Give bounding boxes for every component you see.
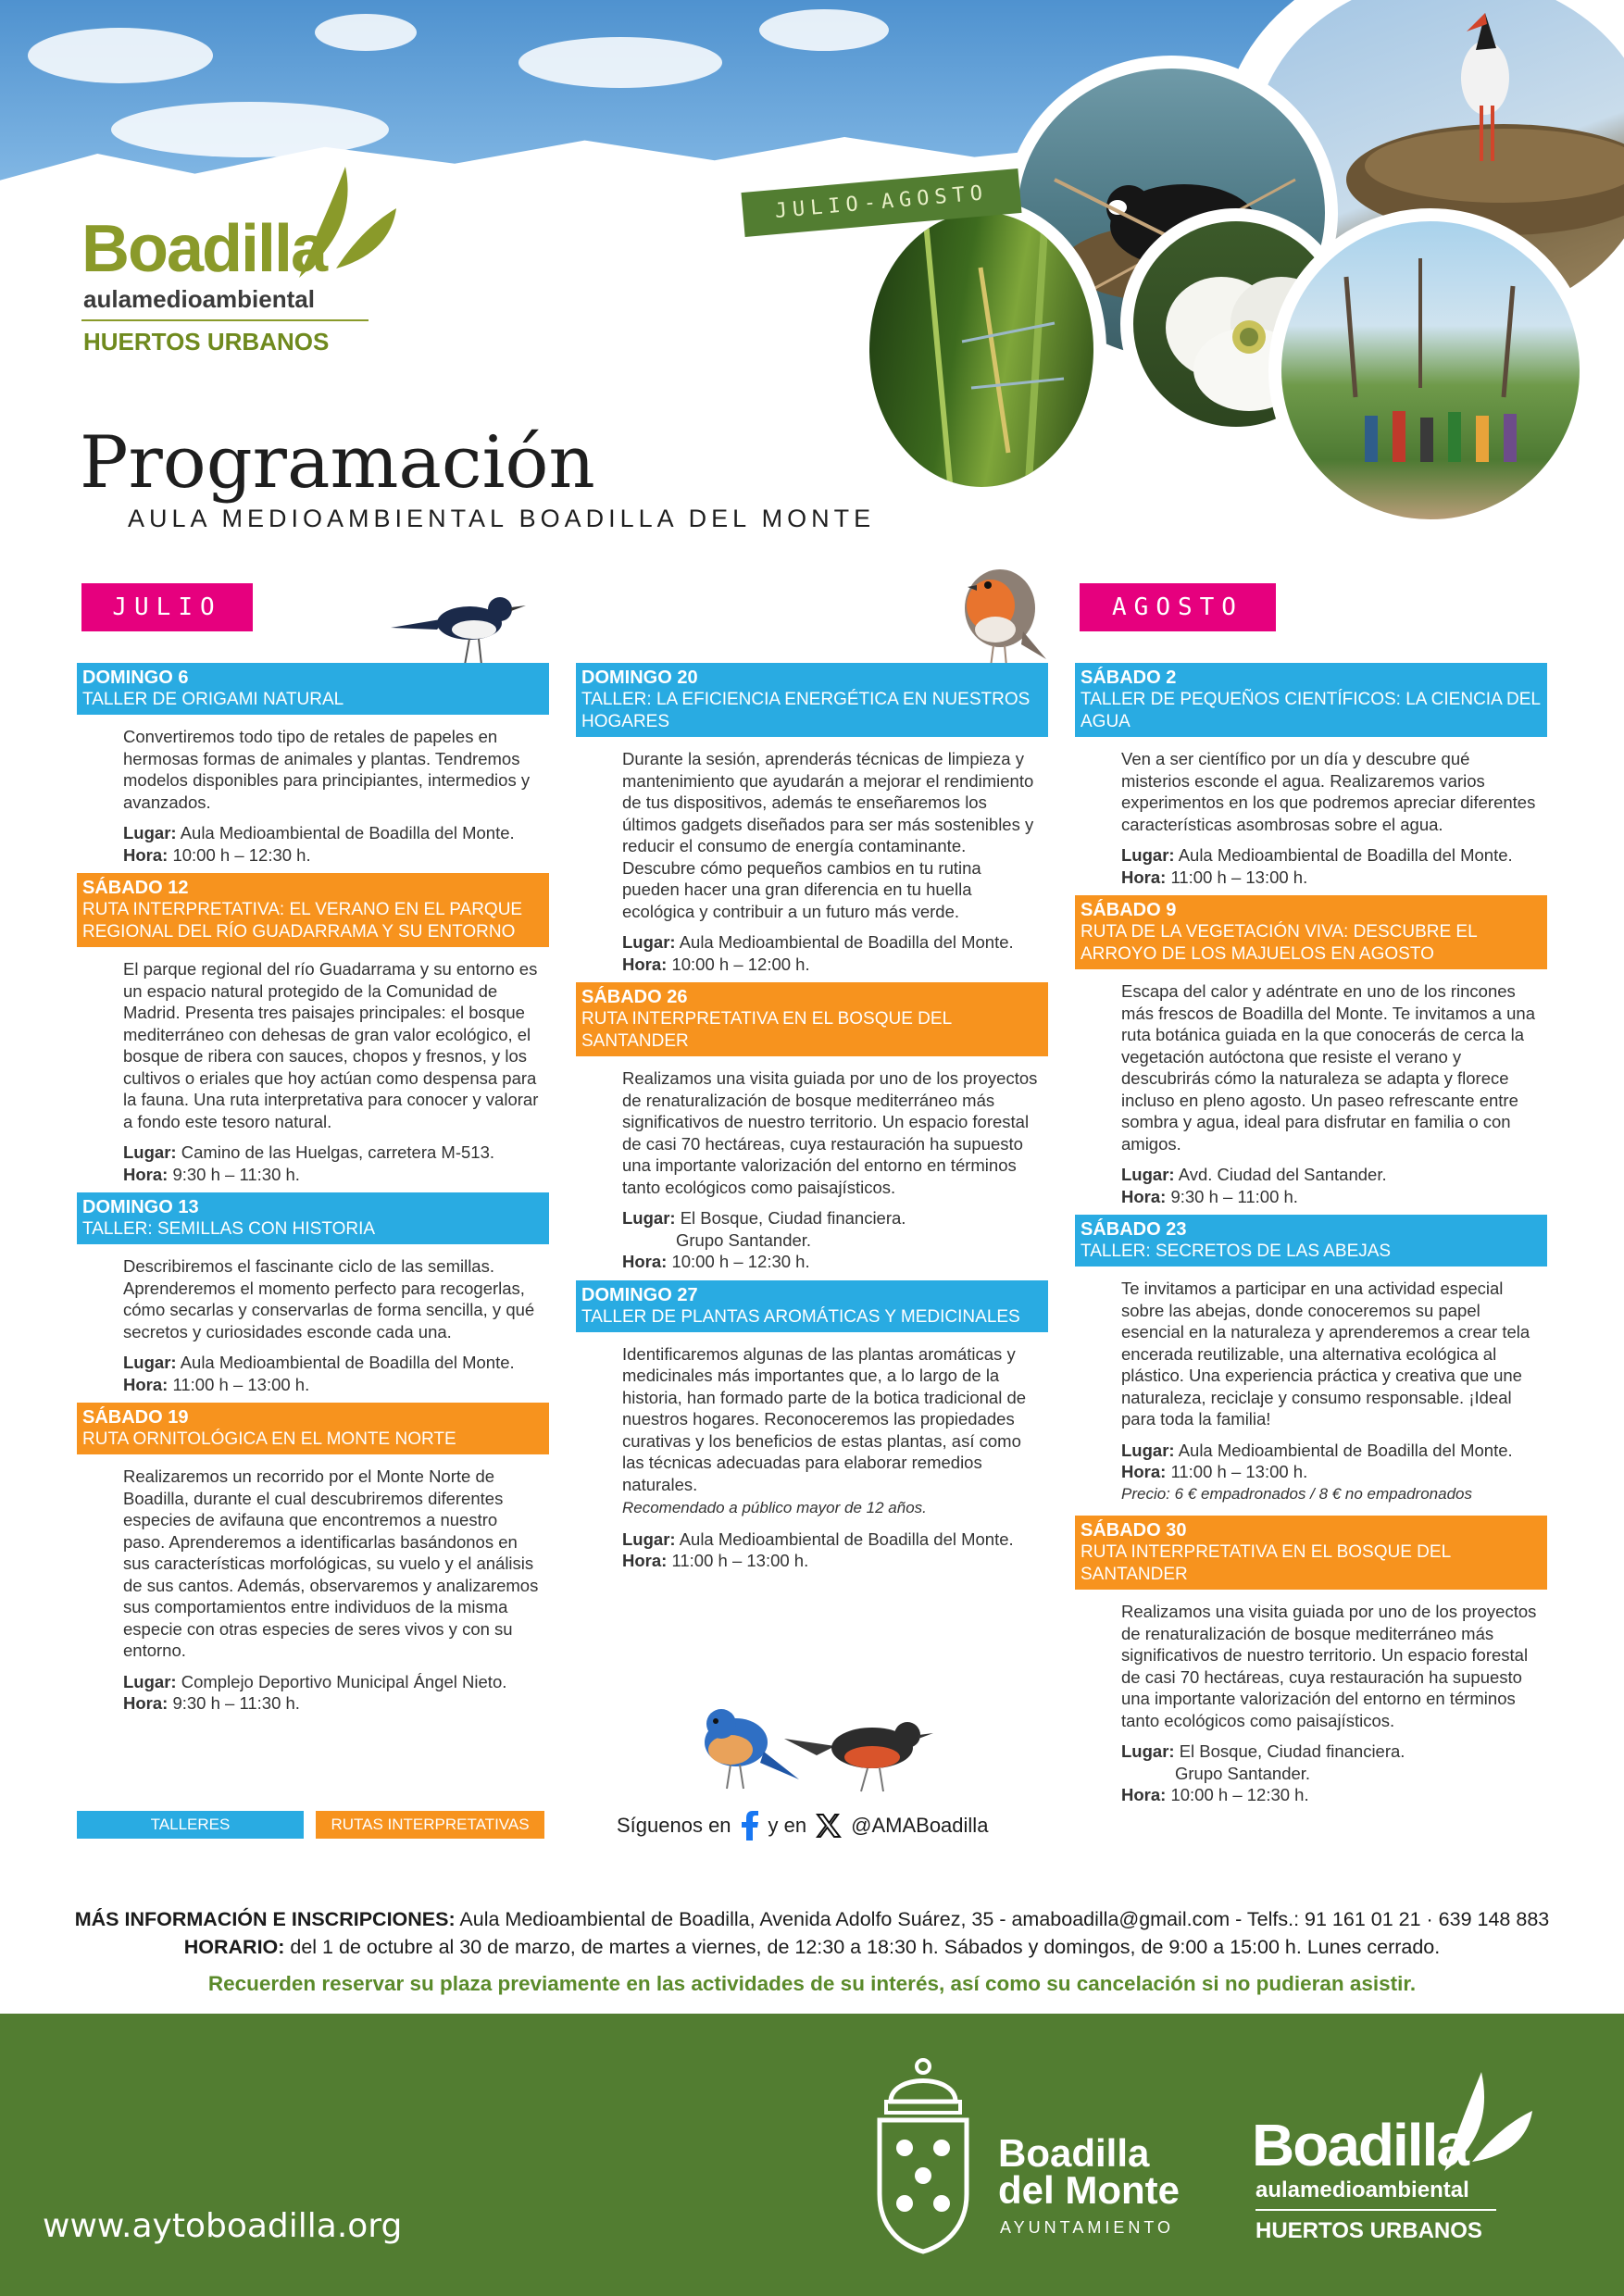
brand-name: Boadilla — [81, 212, 327, 286]
brand-tag: HUERTOS URBANOS — [83, 328, 330, 356]
hora-label: Hora: — [1121, 1462, 1167, 1481]
lugar-label: Lugar: — [1121, 845, 1175, 865]
event-date: SÁBADO 26 — [581, 987, 688, 1007]
cloud — [315, 14, 417, 51]
divider — [1255, 2209, 1496, 2211]
info-block — [0, 1905, 1624, 1961]
event-header — [77, 1192, 549, 1244]
event-date: SÁBADO 12 — [82, 878, 189, 898]
event-body — [1075, 969, 1547, 1207]
event-location: Avd. Ciudad del Santander. — [1178, 1165, 1387, 1184]
lugar-label: Lugar: — [1121, 1440, 1175, 1460]
event-header — [1075, 1215, 1547, 1267]
event-title: TALLER: LA EFICIENCIA ENERGÉTICA EN NUESTROS HOGARES — [581, 690, 1031, 731]
legend-talleres: TALLERES — [77, 1811, 304, 1839]
lugar-label: Lugar: — [123, 1353, 177, 1372]
lugar-label: Lugar: — [123, 823, 177, 842]
event-location-2: Grupo Santander. — [676, 1229, 812, 1250]
lugar-label: Lugar: — [123, 1142, 177, 1162]
event-date: DOMINGO 27 — [581, 1284, 698, 1305]
x-twitter-icon[interactable] — [816, 1813, 842, 1839]
event-header — [77, 873, 549, 947]
event-location: Aula Medioambiental de Boadilla del Monte. — [679, 932, 1014, 952]
event-title: TALLER DE PLANTAS AROMÁTICAS Y MEDICINALES — [581, 1306, 1020, 1327]
hora-label: Hora: — [123, 844, 169, 865]
event-body — [77, 715, 549, 866]
event-title: RUTA INTERPRETATIVA EN EL BOSQUE DEL SANTANDER — [581, 1009, 952, 1051]
event-body — [576, 1056, 1048, 1273]
dragonfly-photo — [856, 199, 1106, 500]
brand-logo — [81, 157, 433, 370]
hora-label: Hora: — [1121, 1186, 1167, 1206]
hora-label: Hora: — [1121, 1785, 1167, 1804]
info-text: Aula Medioambiental de Boadilla, Avenida Adolfo Suárez, 35 - amaboadilla@gmail.com - Telfs.: 91 161 01 21 · 639 148 883 — [455, 1908, 1550, 1930]
event-header — [576, 1280, 1048, 1332]
hora-label: Hora: — [622, 1551, 668, 1570]
event-body — [576, 737, 1048, 975]
event-title: RUTA INTERPRETATIVA: EL VERANO EN EL PARQUE REGIONAL DEL RÍO GUADARRAMA Y SU ENTORNO — [82, 900, 523, 942]
website-link[interactable]: www.aytoboadilla.org — [43, 2207, 403, 2245]
lugar-label: Lugar: — [622, 932, 676, 952]
social-follow — [617, 1809, 988, 1842]
event-card — [1075, 1516, 1547, 1806]
event-description: Realizaremos un recorrido por el Monte Norte de Boadilla, durante el cual descubriremos diferentes especies de avifauna que encontremos a nuestro paso. Aprenderemos a identificarlas basándonos en sus características morfológicas, su vuelo y el análisis de sus cantos. Además, observaremos y analizaremos sus comportamientos entre individuos de la misma especie con otras especies de seres vivos y con su entorno. — [123, 1466, 539, 1660]
cloud — [759, 9, 889, 51]
event-date: SÁBADO 9 — [1081, 900, 1177, 920]
brand-sub: aulamedioambiental — [83, 285, 315, 313]
cloud — [28, 28, 213, 83]
event-description: Realizamos una visita guiada por uno de los proyectos de renaturalización de bosque mediterráneo más significativos de nuestro territorio. Un espacio forestal de casi 70 hectáreas, cuya restauración ha supuesto una importante valorización del entorno en términos tanto ecológicos como paisajísticos. — [622, 1068, 1038, 1197]
event-title: TALLER DE ORIGAMI NATURAL — [82, 690, 344, 709]
event-description: Durante la sesión, aprenderás técnicas de limpieza y mantenimiento que ayudarán a mejorar el rendimiento de tus dispositivos, además te enseñaremos los últimos gadgets diseñados para ser más sostenibles y reducir el consumo de energía contaminante. Descubre cómo pequeños cambios en tu rutina pueden hacer una gran diferencia en tu huella ecológica y contribuir a un futuro más verde. — [622, 749, 1034, 921]
social-middle: y en — [768, 1814, 807, 1837]
legend-rutas: RUTAS INTERPRETATIVAS — [316, 1811, 544, 1839]
event-location: Camino de las Huelgas, carretera M-513. — [181, 1142, 494, 1162]
event-title: TALLER DE PEQUEÑOS CIENTÍFICOS: LA CIENCIA DEL AGUA — [1081, 690, 1541, 731]
lugar-label: Lugar: — [622, 1208, 676, 1228]
event-time: 10:00 h – 12:30 h. — [172, 844, 311, 865]
event-body — [576, 1332, 1048, 1572]
month-tag-julio: JULIO — [81, 583, 253, 631]
social-handle[interactable]: @AMABoadilla — [851, 1814, 989, 1837]
event-time: 11:00 h – 13:00 h. — [1170, 867, 1308, 887]
event-location: El Bosque, Ciudad financiera. — [1179, 1741, 1405, 1761]
footer-brand-tag: HUERTOS URBANOS — [1255, 2218, 1482, 2243]
info-line-2 — [0, 1933, 1624, 1961]
event-time: 10:00 h – 12:30 h. — [1170, 1785, 1309, 1804]
event-time: 11:00 h – 13:00 h. — [1170, 1462, 1308, 1481]
event-header — [77, 663, 549, 715]
robin-icon — [949, 548, 1051, 668]
event-card — [77, 663, 549, 866]
event-body — [1075, 1590, 1547, 1806]
event-location-2: Grupo Santander. — [1175, 1763, 1311, 1783]
social-prefix: Síguenos en — [617, 1814, 731, 1837]
event-card — [77, 873, 549, 1185]
event-card — [1075, 663, 1547, 888]
event-description: Realizamos una visita guiada por uno de los proyectos de renaturalización de bosque mediterráneo más significativos de nuestro territorio. Un espacio forestal de casi 70 hectáreas, cuya restauración ha supuesto una importante valorización del entorno en términos tanto ecológicos como paisajísticos. — [1121, 1602, 1537, 1730]
event-body — [77, 947, 549, 1185]
event-time: 11:00 h – 13:00 h. — [172, 1374, 310, 1394]
facebook-icon[interactable] — [741, 1811, 759, 1841]
hora-label: Hora: — [1121, 867, 1167, 887]
event-time: 10:00 h – 12:30 h. — [671, 1252, 810, 1271]
event-date: DOMINGO 20 — [581, 668, 698, 688]
season-tag: JULIO-AGOSTO — [741, 168, 1021, 237]
info-line-1 — [0, 1905, 1624, 1933]
ayto-sub: AYUNTAMIENTO — [1000, 2218, 1175, 2237]
event-date: SÁBADO 19 — [82, 1407, 189, 1428]
event-card — [1075, 895, 1547, 1207]
divider — [81, 319, 369, 321]
lugar-label: Lugar: — [123, 1671, 177, 1691]
ayto-name — [998, 2131, 1180, 2212]
event-body — [77, 1244, 549, 1395]
event-description: Escapa del calor y adéntrate en uno de los rincones más frescos de Boadilla del Monte. Te invitamos a una ruta botánica guiada en la que conocerás de cerca la vegetación autóctona que resiste el verano y descubrirás cómo la naturaleza se adapta y florece incluso en pleno agosto. Un paseo refrescante entre sombra y agua, ideal para disfrutar en familia o con amigos. — [1121, 981, 1535, 1154]
magpie-robin-icon — [381, 572, 530, 674]
event-date: DOMINGO 13 — [82, 1197, 199, 1217]
event-title: RUTA DE LA VEGETACIÓN VIVA: DESCUBRE EL ARROYO DE LOS MAJUELOS EN AGOSTO — [1081, 922, 1477, 964]
event-description: Convertiremos todo tipo de retales de papeles en hermosas formas de animales y plantas. Tendremos modelos disponibles para principiantes, intermedios y avanzados. — [123, 727, 531, 812]
event-header — [576, 663, 1048, 737]
event-header — [576, 982, 1048, 1056]
event-date: SÁBADO 30 — [1081, 1520, 1187, 1541]
info-label: MÁS INFORMACIÓN E INSCRIPCIONES: — [74, 1908, 456, 1930]
column-julio-1 — [77, 663, 549, 1722]
hora-label: Hora: — [622, 1252, 668, 1271]
event-location: Aula Medioambiental de Boadilla del Monte. — [180, 823, 515, 842]
event-location: Aula Medioambiental de Boadilla del Monte. — [1178, 845, 1513, 865]
event-location: El Bosque, Ciudad financiera. — [680, 1208, 906, 1228]
event-note: Recomendado a público mayor de 12 años. — [622, 1499, 927, 1516]
event-header — [77, 1403, 549, 1454]
event-price: Precio: 6 € empadronados / 8 € no empadronados — [1121, 1484, 1472, 1503]
event-date: SÁBADO 23 — [1081, 1219, 1187, 1240]
cloud — [111, 102, 389, 157]
page-title: Programación — [80, 421, 595, 505]
lugar-label: Lugar: — [1121, 1165, 1175, 1184]
redstart-bird-icon — [780, 1702, 937, 1794]
hora-label: Hora: — [123, 1374, 169, 1394]
event-description: Describiremos el fascinante ciclo de las semillas. Aprenderemos el momento perfecto para recogerlas, cómo secarlas y conservarlas de forma sencilla, y qué secretos y curiosidades esconde cada una. — [123, 1256, 535, 1341]
event-time: 10:00 h – 12:00 h. — [671, 954, 810, 974]
event-body — [77, 1454, 549, 1715]
coat-of-arms-icon — [872, 2055, 974, 2254]
ayto-name-line1: Boadilla — [998, 2131, 1150, 2175]
event-card — [576, 663, 1048, 975]
event-location: Complejo Deportivo Municipal Ángel Nieto. — [181, 1671, 507, 1691]
event-title: RUTA ORNITOLÓGICA EN EL MONTE NORTE — [82, 1429, 456, 1449]
lugar-label: Lugar: — [622, 1529, 676, 1549]
reminder-text: Recuerden reservar su plaza previamente en las actividades de su interés, así como su cancelación si no pudieran asistir. — [207, 1972, 1417, 1995]
event-card — [77, 1403, 549, 1715]
event-title: RUTA INTERPRETATIVA EN EL BOSQUE DEL SANTANDER — [1081, 1542, 1451, 1584]
group-hike-photo — [1268, 208, 1593, 532]
column-julio-2 — [576, 663, 1048, 1579]
lugar-label: Lugar: — [1121, 1741, 1175, 1761]
event-time: 9:30 h – 11:00 h. — [1170, 1186, 1298, 1206]
event-location: Aula Medioambiental de Boadilla del Monte. — [1178, 1440, 1513, 1460]
event-description: El parque regional del río Guadarrama y su entorno es un espacio natural protegido de la Comunidad de Madrid. Presenta tres paisajes principales: el bosque mediterráneo con dehesas de gran valor ecológico, el bosque de ribera con sauces, chopos y fresnos, y los cultivos o eriales que hoy actúan como despensa para la fauna. Una ruta interpretativa para conocer y valorar a fondo este tesoro natural. — [123, 959, 539, 1131]
hora-label: Hora: — [123, 1164, 169, 1184]
event-date: SÁBADO 2 — [1081, 668, 1177, 688]
event-card — [77, 1192, 549, 1395]
event-body — [1075, 1267, 1547, 1504]
event-card — [576, 982, 1048, 1273]
event-card — [576, 1280, 1048, 1572]
month-tag-agosto: AGOSTO — [1080, 583, 1276, 631]
event-description: Identificaremos algunas de las plantas aromáticas y medicinales más importantes que, a lo largo de la historia, han formado parte de la botica tradicional de nuestros hogares. Reconoceremos las propiedades curativas y los beneficios de estas plantas, así como las técnicas adecuadas para elaborar remedios naturales. — [622, 1343, 1027, 1494]
event-title: TALLER: SEMILLAS CON HISTORIA — [82, 1219, 376, 1239]
schedule-text: del 1 de octubre al 30 de marzo, de martes a viernes, de 12:30 a 18:30 h. Sábados y domingos, de 9:00 a 15:00 h. Lunes cerrado. — [284, 1936, 1441, 1958]
event-header — [1075, 1516, 1547, 1590]
event-date: DOMINGO 6 — [82, 668, 189, 688]
ayto-name-line2: del Monte — [998, 2168, 1180, 2212]
event-header — [1075, 663, 1547, 737]
event-time: 11:00 h – 13:00 h. — [671, 1551, 809, 1570]
event-location: Aula Medioambiental de Boadilla del Monte. — [679, 1529, 1014, 1549]
hora-label: Hora: — [622, 954, 668, 974]
page-subtitle: AULA MEDIOAMBIENTAL BOADILLA DEL MONTE — [128, 505, 876, 532]
event-location: Aula Medioambiental de Boadilla del Monte. — [180, 1353, 515, 1372]
event-description: Ven a ser científico por un día y descubre qué misterios esconde el agua. Realizaremos varios experimentos en los que podremos apreciar diferentes características asombrosas sobre el agua. — [1121, 749, 1536, 834]
footer-brand-name: Boadilla — [1252, 2112, 1468, 2178]
event-header — [1075, 895, 1547, 969]
cloud — [518, 37, 722, 88]
hora-label: Hora: — [123, 1693, 169, 1713]
event-time: 9:30 h – 11:30 h. — [172, 1164, 300, 1184]
footer-brand-sub: aulamedioambiental — [1255, 2177, 1469, 2202]
event-title: TALLER: SECRETOS DE LAS ABEJAS — [1081, 1242, 1392, 1261]
event-card — [1075, 1215, 1547, 1504]
event-body — [1075, 737, 1547, 888]
schedule-label: HORARIO: — [183, 1936, 285, 1958]
column-agosto — [1075, 663, 1547, 1814]
event-description: Te invitamos a participar en una actividad especial sobre las abejas, donde conoceremos su papel esencial en la naturaleza y aprenderemos a crear tela encerada reutilizable, una alternativa ecológica al plástico. Una experiencia práctica y creativa que une naturaleza, reciclaje y consumo responsable. ¡Ideal para toda la familia! — [1121, 1279, 1530, 1429]
event-time: 9:30 h – 11:30 h. — [172, 1693, 300, 1713]
